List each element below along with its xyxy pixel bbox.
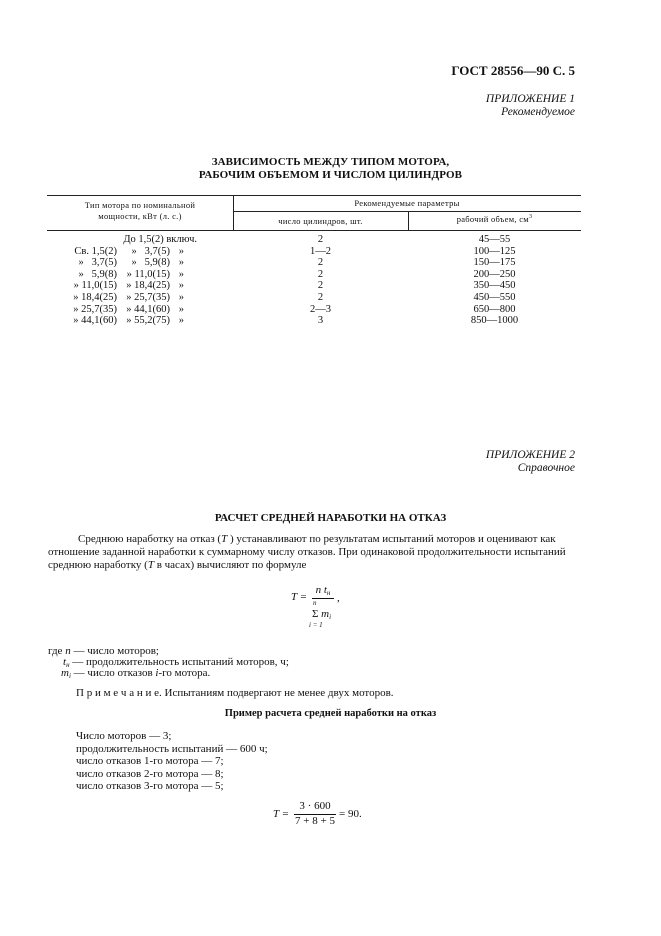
table-title-line2: РАБОЧИМ ОБЪЕМОМ И ЧИСЛОМ ЦИЛИНДРОВ [198, 169, 463, 181]
row-type-to: » 25,7(35) [126, 292, 170, 303]
group-header: Рекомендуемые параметры [354, 198, 460, 208]
row-type-to: » 11,0(15) [126, 268, 170, 280]
row-volume: 450—550 [473, 292, 516, 303]
row-cylinders: 1—2 [310, 245, 331, 257]
appendix1-status: Рекомендуемое [501, 106, 575, 118]
p1-var-T2: T [147, 559, 154, 571]
table-header-rule [47, 230, 581, 231]
row-type-from: » 25,7(35) [73, 303, 117, 315]
row-volume: 650—800 [473, 303, 516, 315]
row-type-ditto: » [178, 268, 184, 280]
row-type-ditto: » [178, 292, 184, 303]
formula2-rhs: = 90. [339, 808, 362, 820]
row-type-to: » 55,2(75) [126, 315, 170, 327]
row-type-to: » 3,7(5) [131, 245, 170, 257]
row-type-from: Св. 1,5(2) [74, 245, 117, 257]
col1-header [47, 200, 233, 222]
legend-t: $t_н$ — продолжительность испытаний моторов, ч; [63, 656, 289, 669]
legend-m: $m_i$ — число отказов i-го мотора. [61, 667, 211, 680]
note-label: П р и м е ч а н и е. [76, 687, 162, 699]
formula1-den-bottom: i = 1 [309, 621, 323, 629]
row-volume: 200—250 [473, 268, 516, 280]
row-volume: 100—125 [473, 245, 516, 257]
row-type-ditto: » [178, 257, 184, 269]
col3-header-text: рабочий объем, см [456, 214, 529, 224]
example-title: Пример расчета средней наработки на отказ [224, 708, 437, 719]
row-cylinders: 2 [317, 292, 324, 303]
example-line: число отказов 1-го мотора — 7; [76, 755, 224, 767]
formula1-lhs: T = [291, 591, 308, 603]
formula1-den-top: n [313, 599, 317, 607]
legend-n: где n — число моторов; [48, 645, 159, 657]
col1-header-line1: Тип мотора по номинальной [84, 200, 196, 210]
row-type-from: » 44,1(60) [73, 315, 117, 327]
note [76, 687, 394, 700]
row-volume: 350—450 [473, 280, 516, 292]
appendix2-title: ПРИЛОЖЕНИЕ 2 [485, 449, 575, 461]
row-cylinders: 2 [317, 234, 324, 245]
row-cylinders: 2 [317, 280, 324, 292]
row-type-ditto: » [178, 315, 184, 327]
col3-header [408, 214, 581, 224]
example-line: продолжительность испытаний — 600 ч; [76, 742, 268, 755]
appendix1-block [486, 93, 575, 119]
row-cylinders: 2 [317, 268, 324, 280]
table-title-line1: ЗАВИСИМОСТЬ МЕЖДУ ТИПОМ МОТОРА, [211, 156, 450, 168]
p1-text-a: Среднюю наработку на отказ ( [78, 533, 222, 545]
formula1-denominator: Σ $m_i$ [312, 608, 332, 621]
p1-var-T: T [221, 533, 228, 545]
section2-title: РАСЧЕТ СРЕДНЕЙ НАРАБОТКИ НА ОТКАЗ [214, 512, 447, 524]
row-type-from: » 18,4(25) [73, 292, 117, 303]
formula2-lhs: T = [273, 808, 290, 820]
table-title [0, 156, 661, 182]
table-group-rule [233, 211, 581, 212]
col3-header-sup: 3 [528, 214, 533, 221]
example-list [76, 730, 268, 793]
row-type-ditto: » [178, 280, 184, 292]
row-type-to: » 44,1(60) [126, 303, 170, 315]
row-type-from: » 5,9(8) [78, 268, 117, 280]
example-line: Число моторов — 3; [76, 730, 172, 742]
formula2-denominator: 7 + 8 + 5 [295, 815, 335, 827]
col2-header: число цилиндров, шт. [278, 216, 363, 226]
row-type-from: » 11,0(15) [73, 280, 117, 292]
row-type-ditto: » [178, 245, 184, 257]
p1-text-b: ) устанавливают по результатам испытаний моторов и оценивают как отношение заданной наработки к суммарному числу отказов. При одинаковой продолжительности испытаний среднюю наработку ( [48, 533, 566, 571]
example-line: число отказов 2-го мотора — 8; [76, 767, 224, 780]
appendix1-title: ПРИЛОЖЕНИЕ 1 [485, 93, 575, 105]
appendix2-block [486, 449, 575, 475]
row-type-to: » 5,9(8) [131, 257, 170, 269]
row-type-ditto: » [178, 303, 184, 315]
row-volume: 150—175 [473, 257, 516, 269]
row-cylinders: 2 [317, 257, 324, 269]
table-top-rule [47, 195, 581, 196]
p1-text-c: в часах) вычисляют по формуле [153, 559, 307, 571]
row-type-from: » 3,7(5) [78, 257, 117, 269]
appendix2-status: Справочное [517, 462, 575, 474]
row-cylinders: 3 [317, 315, 324, 327]
note-text: Испытаниям подвергают не менее двух моторов. [161, 687, 394, 699]
col1-header-line2: мощности, кВт (л. с.) [98, 211, 182, 221]
row-type-to: » 18,4(25) [126, 280, 170, 292]
row-volume: 45—55 [478, 234, 511, 245]
page-header: ГОСТ 28556—90 С. 5 [451, 63, 575, 78]
formula1-numerator: n $t_н$ [315, 584, 331, 597]
section2-paragraph [48, 533, 581, 572]
row-type-range: До 1,5(2) включ. [123, 234, 197, 245]
example-line: число отказов 3-го мотора — 5; [76, 780, 224, 792]
row-cylinders: 2—3 [310, 303, 331, 315]
row-volume: 850—1000 [470, 315, 519, 327]
formula2-numerator: 3 · 600 [299, 800, 331, 812]
formula1-tail: , [337, 592, 340, 604]
